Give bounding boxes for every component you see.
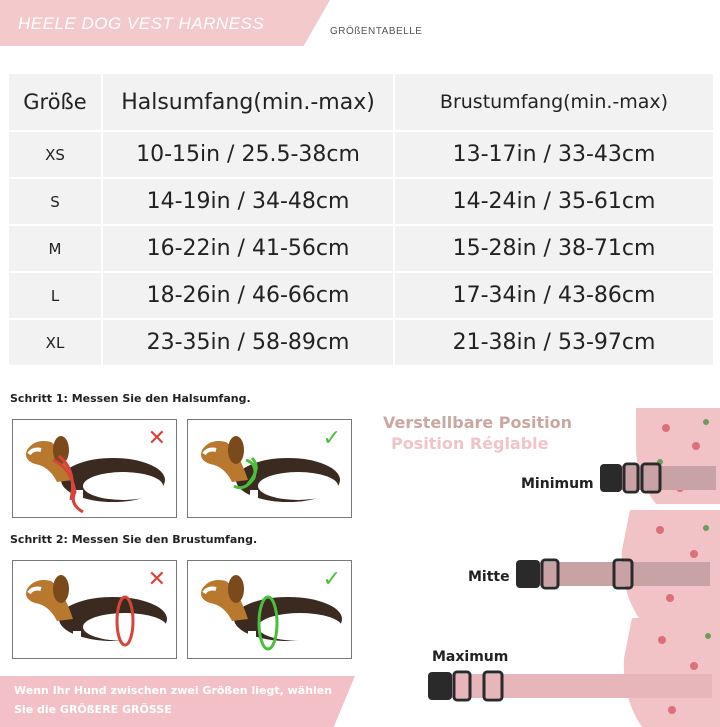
cell-neck: 14-19in / 34-48cm bbox=[102, 178, 394, 225]
table-row bbox=[8, 272, 714, 319]
cell-size: S bbox=[8, 178, 102, 225]
size-chart-subtitle: GRÖßENTABELLE bbox=[330, 26, 423, 37]
wrong-icon: ✕ bbox=[147, 567, 166, 592]
strap-mitte-illustration bbox=[510, 510, 720, 620]
size-table bbox=[7, 72, 715, 367]
product-title: HEELE DOG VEST HARNESS bbox=[18, 14, 265, 33]
table-row bbox=[8, 131, 714, 178]
header-chest: Brustumfang(min.-max) bbox=[394, 73, 714, 131]
header-neck: Halsumfang(min.-max) bbox=[102, 73, 394, 131]
check-icon: ✓ bbox=[322, 567, 341, 592]
neck-wrong-photo bbox=[12, 419, 177, 518]
check-icon: ✓ bbox=[322, 426, 341, 451]
cell-neck: 10-15in / 25.5-38cm bbox=[102, 131, 394, 178]
table-row bbox=[8, 319, 714, 366]
cell-neck: 23-35in / 58-89cm bbox=[102, 319, 394, 366]
header-size: Größe bbox=[8, 73, 102, 131]
chest-right-photo bbox=[187, 560, 352, 659]
adjustable-title-fr: Position Réglable bbox=[391, 434, 549, 453]
cell-size: XL bbox=[8, 319, 102, 366]
cell-chest: 15-28in / 38-71cm bbox=[394, 225, 714, 272]
table-row bbox=[8, 178, 714, 225]
footer-note: Wenn Ihr Hund zwischen zwei Größen liegt, wählen Sie die GRÖßERE GRÖSSE bbox=[14, 684, 333, 716]
cell-size: M bbox=[8, 225, 102, 272]
position-label-minimum: Minimum bbox=[521, 476, 594, 492]
cell-chest: 13-17in / 33-43cm bbox=[394, 131, 714, 178]
step2-label: Schritt 2: Messen Sie den Brustumfang. bbox=[10, 533, 258, 546]
cell-chest: 14-24in / 35-61cm bbox=[394, 178, 714, 225]
cell-size: L bbox=[8, 272, 102, 319]
cell-chest: 21-38in / 53-97cm bbox=[394, 319, 714, 366]
position-label-maximum: Maximum bbox=[432, 649, 509, 665]
chest-wrong-photo bbox=[12, 560, 177, 659]
step1-label: Schritt 1: Messen Sie den Halsumfang. bbox=[10, 392, 251, 405]
cell-neck: 16-22in / 41-56cm bbox=[102, 225, 394, 272]
adjustable-title-de: Verstellbare Position bbox=[383, 413, 573, 432]
strap-maximum-illustration bbox=[422, 618, 720, 727]
cell-chest: 17-34in / 43-86cm bbox=[394, 272, 714, 319]
table-row bbox=[8, 225, 714, 272]
position-label-mitte: Mitte bbox=[468, 569, 510, 585]
cell-neck: 18-26in / 46-66cm bbox=[102, 272, 394, 319]
neck-right-photo bbox=[187, 419, 352, 518]
table-header-row bbox=[8, 73, 714, 131]
strap-minimum-illustration bbox=[596, 408, 720, 504]
cell-size: XS bbox=[8, 131, 102, 178]
wrong-icon: ✕ bbox=[147, 426, 166, 451]
